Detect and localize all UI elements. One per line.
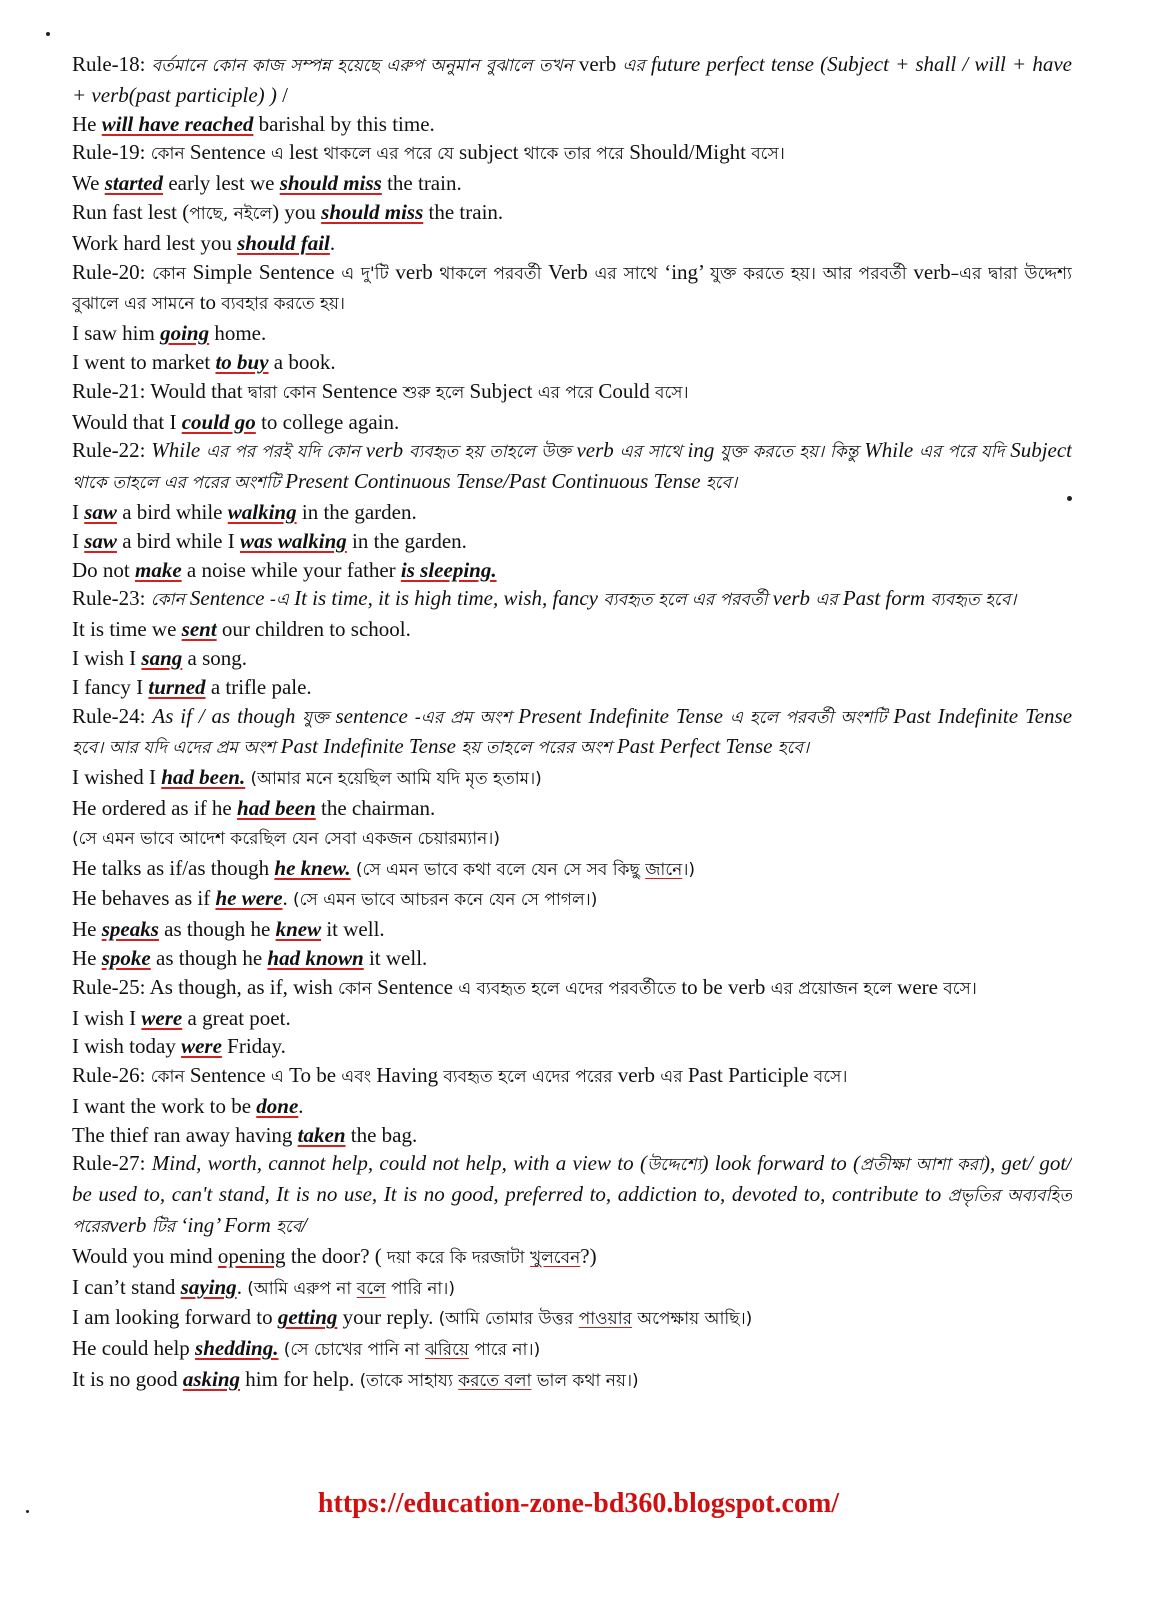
example-sentence: Work hard lest you should fail. bbox=[72, 230, 336, 255]
rule-r26 bbox=[72, 1061, 1072, 1092]
rule-r20 bbox=[72, 258, 1072, 320]
example-sentence: I saw him going home. bbox=[72, 321, 267, 346]
rule-label: Rule-21: bbox=[72, 378, 151, 403]
example-sentence: He speaks as though he knew it well. bbox=[72, 917, 385, 942]
example-sentence: I saw a bird while I was walking in the garden. bbox=[72, 528, 467, 553]
rule-r23 bbox=[72, 584, 1072, 615]
example-sentence: He talks as if/as though he knew. (সে এমন ভাবে কথা বলে যেন সে সব কিছু জানে।) bbox=[72, 855, 696, 880]
rule-description: As though, as if, wish কোন Sentence এ ব্যবহৃত হলে এদের পরবর্তীতে to be verb এর প্রয়োজন হলে were বসে। bbox=[149, 974, 977, 999]
example-sentence: I fancy I turned a trifle pale. bbox=[72, 674, 312, 699]
rule-label: Rule-19: bbox=[72, 140, 151, 165]
rule-description: Would that দ্বারা কোন Sentence শুরু হলে Subject এর পরে Could বসে। bbox=[150, 378, 689, 403]
example-sentence: Run fast lest (পাছে, নইলে) you should miss the train. bbox=[72, 199, 504, 224]
rule-description: Mind, worth, cannot help, could not help, with a view to (উদ্দেশ্যে) look forward to (প্রতীক্ষা আশা করা), get/ got/ be used to, can't stand, It is no use, It is no good, preferred to, addiction to, devoted to, contribute to প্রভৃতির অব্যবহিত পরেরverb টির ‘ing’ Form হবে/ bbox=[72, 1151, 1072, 1238]
rule-r27 bbox=[72, 1149, 1072, 1241]
example-sentence: I want the work to be done. bbox=[72, 1093, 304, 1118]
example-sentence: I went to market to buy a book. bbox=[72, 349, 336, 374]
example-sentence: He spoke as though he had known it well. bbox=[72, 945, 428, 970]
rule-label: Rule-26: bbox=[72, 1063, 151, 1088]
example-sentence: Would that I could go to college again. bbox=[72, 409, 400, 434]
rule-r22 bbox=[72, 436, 1072, 498]
rule-r25 bbox=[72, 973, 1072, 1004]
example-sentence: I wish I sang a song. bbox=[72, 645, 248, 670]
example-sentence: I wish today were Friday. bbox=[72, 1034, 286, 1059]
rule-description: কোন Sentence এ To be এবং Having ব্যবহৃত হলে এদের পরের verb এর Past Participle বসে। bbox=[150, 1063, 848, 1088]
rule-label: Rule-25: bbox=[72, 974, 150, 999]
example-sentence: Do not make a noise while your father is sleeping. bbox=[72, 557, 497, 582]
rule-r19 bbox=[72, 138, 1072, 169]
example-sentence: Would you mind opening the door? ( দয়া করে কি দরজাটা খুলবেন?) bbox=[72, 1243, 597, 1268]
example-sentence: I am looking forward to getting your reply. (আমি তোমার উত্তর পাওয়ার অপেক্ষায় আছি।) bbox=[72, 1305, 753, 1330]
rule-description: As if / as though যুক্ত sentence -এর প্রম অংশ Present Indefinite Tense এ হলে পরবর্তী অংশটি Past Indefinite Tense হবে। আর যদি এদের প্রম অংশ Past Indefinite Tense হয় তাহলে পরের অংশ Past Perfect Tense হবে। bbox=[72, 703, 1072, 759]
example-sentence: I wished I had been. (আমার মনে হয়েছিল আমি যদি মৃত হতাম।) bbox=[72, 765, 542, 790]
rule-label: Rule-20: bbox=[72, 259, 153, 284]
rule-description: While এর পর পরই যদি কোন verb ব্যবহৃত হয় তাহলে উক্ত verb এর সাথে ing যুক্ত করতে হয়। কিন্তু While এর পরে যদি Subject থাকে তাহলে এর পরের অংশটি Present Continuous Tense/Past Continuous Tense হবে। bbox=[72, 438, 1072, 494]
footer-url[interactable]: https://education-zone-bd360.blogspot.com/ bbox=[317, 1488, 840, 1519]
example-sentence: I can’t stand saying. (আমি এরুপ না বলে পারি না।) bbox=[72, 1274, 456, 1299]
example-sentence: The thief ran away having taken the bag. bbox=[72, 1122, 418, 1147]
scan-speck-right bbox=[1067, 496, 1072, 501]
example-sentence: He could help shedding. (সে চোখের পানি না ঝরিয়ে পারে না।) bbox=[72, 1336, 541, 1361]
example-sentence: It is time we sent our children to school. bbox=[72, 617, 411, 642]
rule-r18 bbox=[72, 50, 1072, 110]
scan-speck-top-left bbox=[46, 32, 50, 36]
rule-label: Rule-18: bbox=[72, 52, 152, 76]
rule-description: কোন Sentence -এ It is time, it is high time, wish, fancy ব্যবহৃত হলে এর পরবর্তী verb এর Past form ব্যবহৃত হবে। bbox=[150, 586, 1017, 611]
example-sentence: He behaves as if he were. (সে এমন ভাবে আচরন কনে যেন সে পাগল।) bbox=[72, 886, 598, 911]
rule-r24 bbox=[72, 702, 1072, 764]
rule-label: Rule-27: bbox=[72, 1151, 152, 1176]
rule-description: কোন Sentence এ lest থাকলে এর পরে যে subject থাকে তার পরে Should/Might বসে। bbox=[150, 140, 785, 165]
example-sentence: He ordered as if he had been the chairman. bbox=[72, 795, 436, 820]
document-body bbox=[72, 50, 1072, 1396]
rule-label: Rule-23: bbox=[72, 586, 151, 611]
example-sentence: It is no good asking him for help. (তাকে সাহায্য করতে বলা ভাল কথা নয়।) bbox=[72, 1367, 639, 1392]
rule-label: Rule-24: bbox=[72, 703, 153, 728]
example-sentence: He will have reached barishal by this time. bbox=[72, 111, 435, 136]
rule-description: বর্তমানে কোন কাজ সম্পন্ন হয়েছে এরুপ অনুমান বুঝালে তখন verb এর future perfect tense (Subject + shall / will + have + verb(past participle) ) / bbox=[72, 52, 1072, 107]
rule-label: Rule-22: bbox=[72, 438, 152, 463]
rule-description: কোন Simple Sentence এ দু'টি verb থাকলে পরবর্তী Verb এর সাথে ‘ing’ যুক্ত করতে হয়। আর পরবর্তী verb–এর দ্বারা উদ্দেশ্য বুঝালে এর সামনে to ব্যবহার করতে হয়। bbox=[72, 259, 1072, 315]
example-sentence: I saw a bird while walking in the garden. bbox=[72, 499, 417, 524]
example-sentence: I wish I were a great poet. bbox=[72, 1005, 291, 1030]
example-sentence: We started early lest we should miss the train. bbox=[72, 171, 462, 196]
example-sentence: (সে এমন ভাবে আদেশ করেছিল যেন সেবা একজন চেয়ারম্যান।) bbox=[72, 828, 501, 849]
rule-r21 bbox=[72, 377, 1072, 408]
